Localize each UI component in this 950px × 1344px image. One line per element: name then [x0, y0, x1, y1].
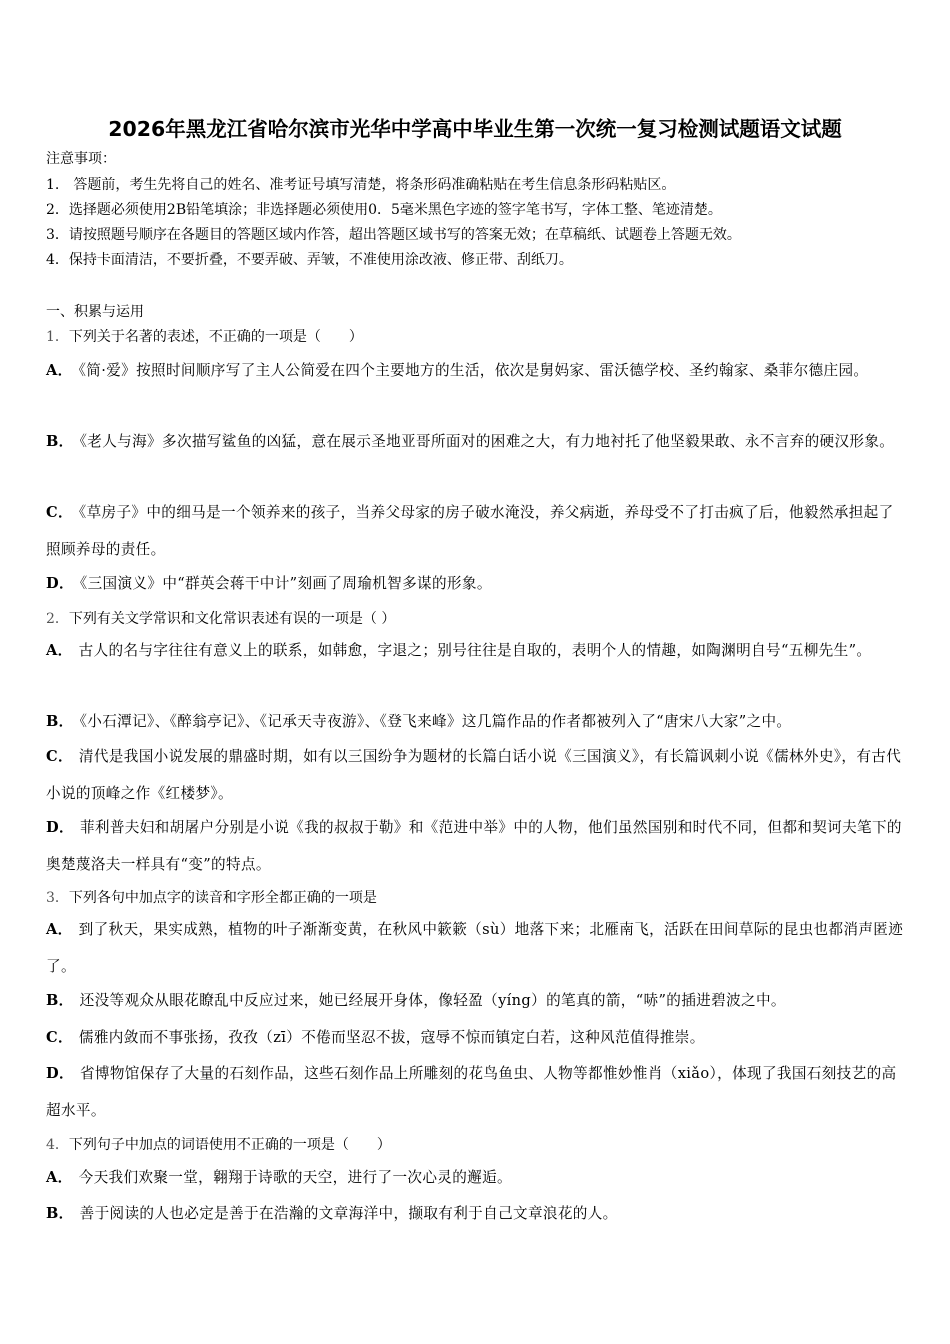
option-label: A． — [46, 642, 73, 659]
option-label: C． — [46, 1029, 73, 1046]
option-text: 菲利普夫妇和胡屠户分别是小说《我的叔叔于勒》和《范进中举》中的人物，他们虽然国别和时代不同，但都和契诃夫笔下的奥楚蔑洛夫一样具有“变”的特点。 — [46, 819, 902, 873]
question-2-stem — [46, 608, 395, 628]
question-4-stem — [46, 1134, 391, 1154]
option-label: D． — [46, 575, 74, 592]
question-3-option-c — [46, 1019, 908, 1056]
notice-item-4: 4．保持卡面清洁，不要折叠，不要弄破、弄皱，不准使用涂改液、修正带、刮纸刀。 — [46, 252, 573, 268]
notice-item-3: 3．请按照题号顺序在各题目的答题区域内作答，超出答题区域书写的答案无效；在草稿纸、试题卷上答题无效。 — [46, 227, 741, 243]
question-2-option-c — [46, 738, 908, 812]
option-label: B． — [46, 1205, 74, 1222]
option-label: B． — [46, 992, 74, 1009]
section-heading: 一、积累与运用 — [46, 304, 144, 320]
option-text: 还没等观众从眼花瞭乱中反应过来，她已经展开身体，像轻盈（yíng）的笔真的箭，“哧”的插进碧波之中。 — [79, 992, 786, 1009]
option-label: B． — [46, 433, 74, 450]
option-text: 今天我们欢聚一堂，翱翔于诗歌的天空，进行了一次心灵的邂逅。 — [78, 1169, 512, 1186]
question-4-option-a — [46, 1159, 908, 1196]
question-number: 2． — [46, 611, 69, 627]
option-text: 《小石潭记》、《醉翁亭记》、《记承天寺夜游》、《登飞来峰》这几篇作品的作者都被列入了“唐宋八大家”之中。 — [79, 713, 792, 730]
option-label: C． — [46, 748, 73, 765]
question-3-option-b — [46, 982, 908, 1019]
question-number: 3． — [46, 890, 69, 906]
question-1-option-d — [46, 565, 908, 602]
question-text: 下列句子中加点的词语使用不正确的一项是（ ） — [68, 1137, 391, 1153]
option-label: A． — [46, 921, 73, 938]
question-3-stem — [46, 887, 377, 907]
notice-heading: 注意事项： — [46, 151, 116, 167]
option-text: 《三国演义》中“群英会蒋干中计”刻画了周瑜机智多谋的形象。 — [79, 575, 492, 592]
notice-item-1: 1. 答题前，考生先将自己的姓名、准考证号填写清楚，将条形码准确粘贴在考生信息条形码粘贴区。 — [46, 177, 676, 193]
question-1-option-a — [46, 352, 908, 389]
question-number: 4． — [46, 1137, 69, 1153]
question-text: 下列有关文学常识和文化常识表述有误的一项是（ ） — [68, 611, 396, 627]
question-2-option-b — [46, 703, 908, 740]
option-label: C． — [46, 504, 73, 521]
question-2-option-a — [46, 632, 908, 669]
question-number: 1． — [46, 329, 69, 345]
question-1-stem — [46, 326, 363, 346]
option-label: A． — [46, 362, 73, 379]
option-text: 清代是我国小说发展的鼎盛时期，如有以三国纷争为题材的长篇白话小说《三国演义》，有长篇讽刺小说《儒林外史》，有古代小说的顶峰之作《红楼梦》。 — [46, 748, 902, 802]
question-3-option-d — [46, 1055, 908, 1129]
exam-title: 2026年黑龙江省哈尔滨市光华中学高中毕业生第一次统一复习检测试题语文试题 — [108, 117, 842, 141]
notice-item-2: 2．选择题必须使用2B铅笔填涂；非选择题必须使用0．5毫米黑色字迹的签字笔书写，字体工整、笔迹清楚。 — [46, 202, 722, 218]
question-3-option-a — [46, 911, 908, 985]
question-text: 下列关于名著的表述，不正确的一项是（ ） — [68, 329, 363, 345]
option-text: 善于阅读的人也必定是善于在浩瀚的文章海洋中，撷取有利于自己文章浪花的人。 — [79, 1205, 618, 1222]
option-text: 儒雅内敛而不事张扬，孜孜（zī）不倦而坚忍不拔，寇辱不惊而镇定白若，这种风范值得推崇。 — [78, 1029, 705, 1046]
option-label: B． — [46, 713, 74, 730]
option-label: A． — [46, 1169, 73, 1186]
option-label: D． — [46, 1065, 74, 1082]
option-text: 《简·爱》按照时间顺序写了主人公简爱在四个主要地方的生活，依次是舅妈家、雷沃德学校、圣约翰家、桑菲尔德庄园。 — [78, 362, 869, 379]
option-text: 古人的名与字往往有意义上的联系，如韩愈，字退之；别号往往是自取的，表明个人的情趣，如陶渊明自号“五柳先生”。 — [78, 642, 872, 659]
question-1-option-b — [46, 423, 908, 460]
option-text: 省博物馆保存了大量的石刻作品，这些石刻作品上所雕刻的花鸟鱼虫、人物等都惟妙惟肖（xiǎo），体现了我国石刻技艺的高超水平。 — [46, 1065, 897, 1119]
option-text: 《草房子》中的细马是一个领养来的孩子，当养父母家的房子破水淹没，养父病逝，养母受不了打击疯了后，他毅然承担起了照顾养母的责任。 — [46, 504, 894, 558]
option-text: 《老人与海》多次描写鲨鱼的凶猛，意在展示圣地亚哥所面对的困难之大，有力地衬托了他坚毅果敢、永不言弃的硬汉形象。 — [79, 433, 895, 450]
option-text: 到了秋天，果实成熟，植物的叶子渐渐变黄，在秋风中簌簌（sù）地落下来；北雁南飞，活跃在田间草际的昆虫也都消声匿迹了。 — [46, 921, 904, 975]
question-4-option-b — [46, 1195, 908, 1232]
question-text: 下列各句中加点字的读音和字形全都正确的一项是 — [68, 890, 377, 906]
question-2-option-d — [46, 809, 908, 883]
option-label: D． — [46, 819, 74, 836]
question-1-option-c — [46, 494, 908, 568]
